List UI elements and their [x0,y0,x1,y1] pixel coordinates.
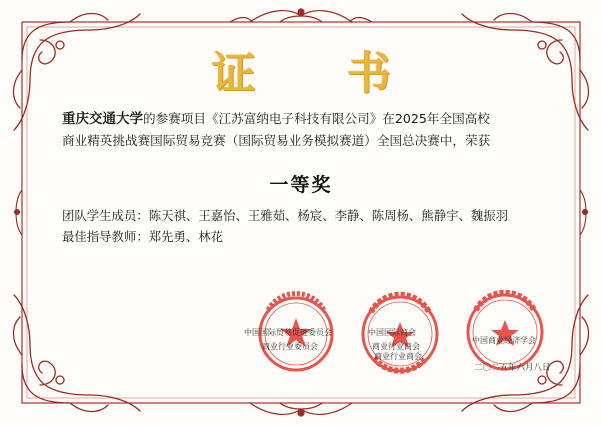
issuer-1-name: 中国国际贸易促进委员会 [244,328,332,337]
certificate-title: 证 书 [211,48,429,99]
award-level: 一等奖 [269,174,333,196]
issuer-1-subname: 商业行业委员会 [262,342,318,351]
issuer-2-name: 中国国际商会 [368,328,416,337]
team-members: 团队学生成员：陈天祺、王嘉怡、王雅茹、杨宸、李静、陈周杨、熊静宇、魏振羽 [62,208,509,223]
award-statement-line-2: 商业精英挑战赛国际贸易竞赛（国际贸易业务模拟赛道）全国总决赛中，荣获 [62,133,491,148]
issue-date: 二〇二五年六月八日 [474,363,551,373]
issuer-2-subname-repeat: 商业行业商会 [374,352,422,361]
advisors: 最佳指导教师：郑先勇、林花 [62,229,224,244]
school-name: 重庆交通大学 [62,111,143,127]
issuer-3-name: 中国商业经济学会 [472,336,536,345]
seal-3-stamp [468,293,542,369]
issuer-2-subname: 商业行业商会 [372,342,420,351]
project-and-competition: 的参赛项目《江苏富纳电子科技有限公司》在2025年全国高校 [143,111,490,126]
